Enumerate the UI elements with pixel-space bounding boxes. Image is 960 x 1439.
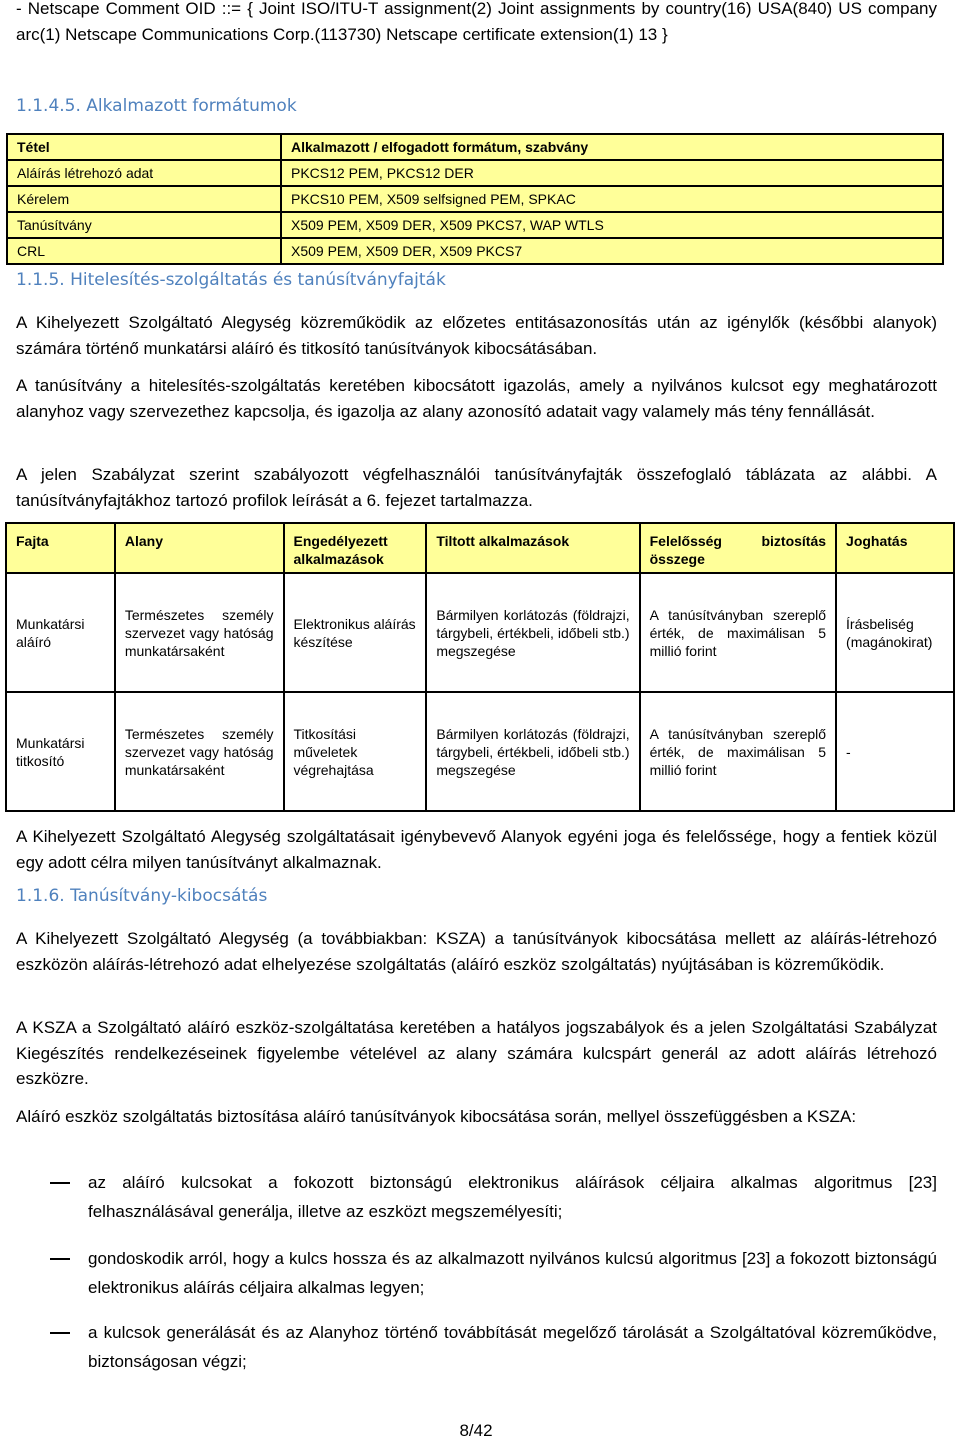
table-cell: PKCS10 PEM, X509 selfsigned PEM, SPKAC bbox=[281, 186, 943, 212]
table-cell: Titkosítási műveletek végrehajtása bbox=[284, 692, 427, 811]
section-heading-issuance: 1.1.6. Tanúsítvány-kibocsátás bbox=[16, 886, 268, 906]
table-cell: Természetes személy szervezet vagy hatóság munkatársaként bbox=[115, 573, 284, 692]
formats-table-header bbox=[7, 134, 943, 160]
paragraph: A jelen Szabályzat szerint szabályozott végfelhasználói tanúsítványfajták összefoglaló táblázata az alábbi. A tanúsítványfajtákhoz tartozó profilok leírását a 6. fejezet tartalmazza. bbox=[16, 465, 937, 510]
table-cell: X509 PEM, X509 DER, X509 PKCS7, WAP WTLS bbox=[281, 212, 943, 238]
cert-table-header bbox=[6, 523, 954, 573]
section-heading-certificate-types: 1.1.5. Hitelesítés-szolgáltatás és tanúsítványfajták bbox=[16, 270, 446, 290]
table-cell: Bármilyen korlátozás (földrajzi, tárgybeli, értékbeli, időbeli stb.) megszegése bbox=[426, 692, 639, 811]
table-cell: X509 PEM, X509 DER, X509 PKCS7 bbox=[281, 238, 943, 264]
cert-header-cell: Fajta bbox=[6, 523, 115, 573]
table-cell: CRL bbox=[7, 238, 281, 264]
table-cell: Írásbeliség (magánokirat) bbox=[836, 573, 954, 692]
list-item-text: az aláíró kulcsokat a fokozott biztonságú elektronikus aláírások céljaira alkalmas algoritmus [23] felhasználásával generálja, illetve az eszközt megszemélyesíti; bbox=[88, 1173, 937, 1221]
table-row bbox=[7, 212, 943, 238]
table-cell: Munkatársi titkosító bbox=[6, 692, 115, 811]
paragraph: A Kihelyezett Szolgáltató Alegység (a továbbiakban: KSZA) a tanúsítványok kibocsátása mellett az aláírás-létrehozó eszközön aláírás-létrehozó adat elhelyezése szolgáltatás (aláíró eszköz szolgáltatás) nyújtásában is közreműködik. bbox=[16, 929, 937, 974]
table-row bbox=[7, 160, 943, 186]
table-cell: Természetes személy szervezet vagy hatóság munkatársaként bbox=[115, 692, 284, 811]
list-item bbox=[52, 1244, 937, 1302]
table-row bbox=[6, 692, 954, 811]
table-cell: Aláírás létrehozó adat bbox=[7, 160, 281, 186]
dash-bullet-icon bbox=[50, 1332, 70, 1334]
list-item-text: a kulcsok generálását és az Alanyhoz történő továbbítását megelőző tárolását a Szolgáltatóval közreműködve, biztonságosan végzi; bbox=[88, 1323, 937, 1371]
paragraph: A Kihelyezett Szolgáltató Alegység közreműködik az előzetes entitásazonosítás után az igénylők (későbbi alanyok) számára történő munkatársi aláíró és titkosító tanúsítványok kibocsátásában. bbox=[16, 313, 937, 358]
table-cell: A tanúsítványban szereplő érték, de maximálisan 5 millió forint bbox=[640, 573, 836, 692]
table-cell: A tanúsítványban szereplő érték, de maximálisan 5 millió forint bbox=[640, 692, 836, 811]
paragraph: A tanúsítvány a hitelesítés-szolgáltatás keretében kibocsátott igazolás, amely a nyilvános kulcsot egy meghatározott alanyhoz vagy szervezethez kapcsolja, és igazolja az alany azonosító adatait vagy valamely más tény fennállását. bbox=[16, 376, 937, 421]
intro-line: - Netscape Comment OID ::= { Joint ISO/ITU-T assignment(2) Joint assignments by country(16) USA(840) US company arc(1) Netscape Communications Corp.(113730) Netscape certificate extension(1) 13 } bbox=[16, 0, 937, 44]
paragraph: A KSZA a Szolgáltató aláíró eszköz-szolgáltatása keretében a hatályos jogszabályok és a jelen Szolgáltatási Szabályzat Kiegészítés rendelkezéseinek figyelembe vételével az alany számára kulcspárt generál az adott aláírás létrehozó eszközre. bbox=[16, 1018, 937, 1088]
cert-header-cell: Tiltott alkalmazások bbox=[426, 523, 639, 573]
formats-header-cell: Tétel bbox=[7, 134, 281, 160]
section-heading-formats: 1.1.4.5. Alkalmazott formátumok bbox=[16, 96, 297, 116]
dash-bullet-icon bbox=[50, 1182, 70, 1184]
table-cell: Tanúsítvány bbox=[7, 212, 281, 238]
formats-header-cell: Alkalmazott / elfogadott formátum, szabvány bbox=[281, 134, 943, 160]
table-row bbox=[7, 238, 943, 264]
dash-bullet-icon bbox=[50, 1258, 70, 1260]
paragraph: A Kihelyezett Szolgáltató Alegység szolgáltatásait igénybevevő Alanyok egyéni joga és felelőssége, hogy a fentiek közül egy adott célra milyen tanúsítványt alkalmaznak. bbox=[16, 827, 937, 872]
cert-header-cell: Felelősség biztosítás összege bbox=[640, 523, 836, 573]
table-cell: Elektronikus aláírás készítése bbox=[284, 573, 427, 692]
table-row bbox=[6, 573, 954, 692]
table-cell: Bármilyen korlátozás (földrajzi, tárgybeli, értékbeli, időbeli stb.) megszegése bbox=[426, 573, 639, 692]
list-item bbox=[52, 1318, 937, 1376]
table-cell: - bbox=[836, 692, 954, 811]
paragraph: Aláíró eszköz szolgáltatás biztosítása aláíró tanúsítványok kibocsátása során, mellyel összefüggésben a KSZA: bbox=[16, 1107, 857, 1126]
table-cell: PKCS12 PEM, PKCS12 DER bbox=[281, 160, 943, 186]
cert-header-cell: Engedélyezett alkalmazások bbox=[284, 523, 427, 573]
formats-table bbox=[6, 133, 944, 265]
cert-header-cell: Joghatás bbox=[836, 523, 954, 573]
table-cell: Kérelem bbox=[7, 186, 281, 212]
page-number: 8/42 bbox=[459, 1421, 493, 1439]
certificate-types-table bbox=[5, 522, 955, 812]
table-row bbox=[7, 186, 943, 212]
list-item-text: gondoskodik arról, hogy a kulcs hossza és az alkalmazott nyilvános kulcsú algoritmus [23] a fokozott biztonságú elektronikus aláírás céljaira alkalmas legyen; bbox=[88, 1249, 937, 1297]
table-cell: Munkatársi aláíró bbox=[6, 573, 115, 692]
cert-header-cell: Alany bbox=[115, 523, 284, 573]
list-item bbox=[52, 1168, 937, 1226]
